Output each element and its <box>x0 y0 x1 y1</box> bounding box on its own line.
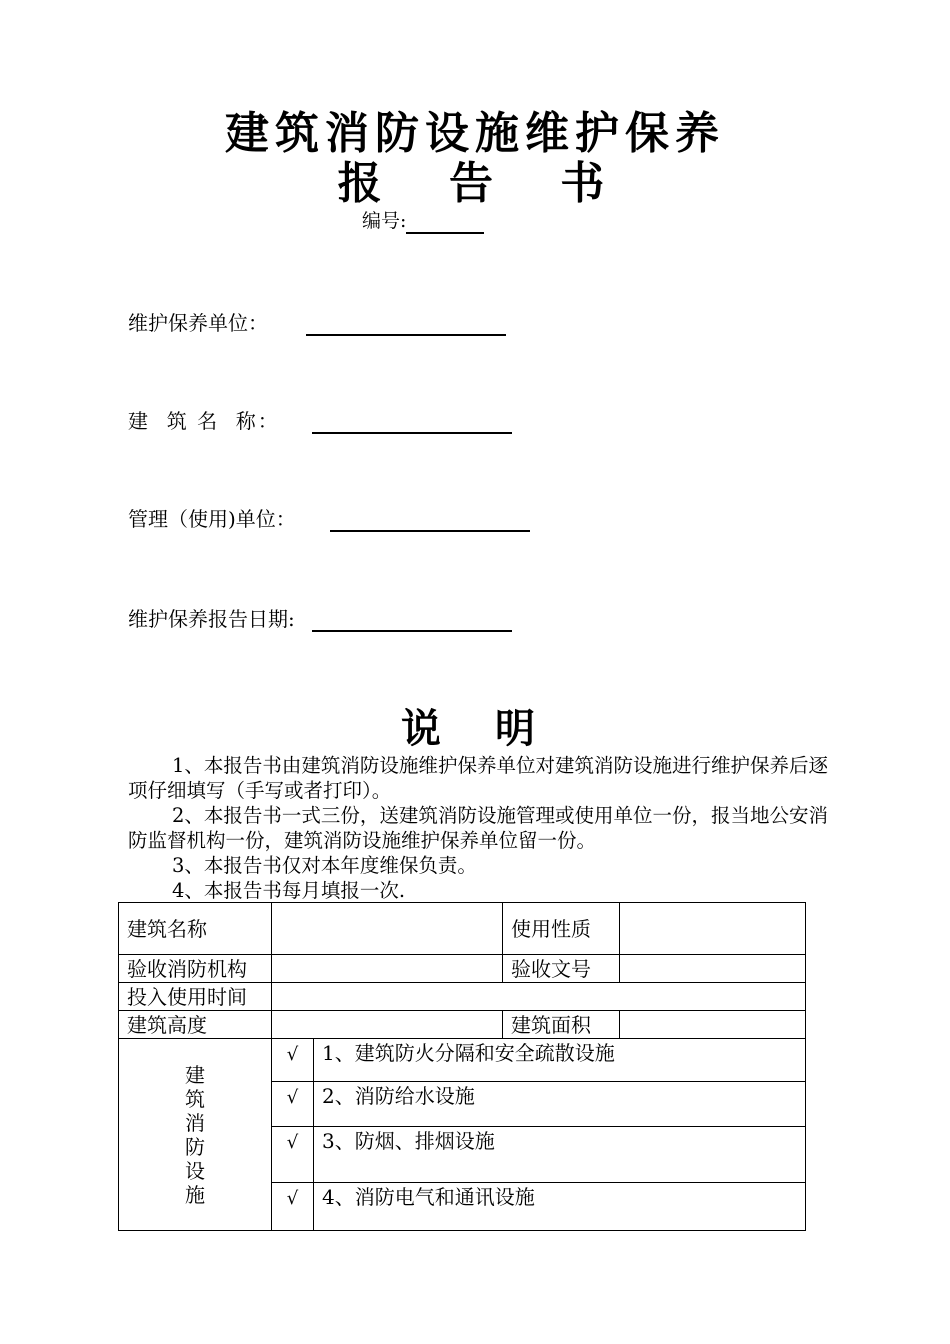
table-row <box>119 1039 806 1082</box>
explanation-item-4: 4、本报告书每月填报一次. <box>172 879 406 902</box>
area-cell[interactable] <box>620 1011 806 1039</box>
explanation-title: 说 明 <box>401 706 555 752</box>
table-row <box>119 983 806 1011</box>
field-maintenance-unit-label: 维护保养单位： <box>128 311 268 335</box>
field-building-name-label: 建 筑 名 称： <box>128 409 280 433</box>
facility-group-char: 建 <box>185 1062 205 1087</box>
field-maintenance-unit-blank[interactable] <box>306 312 506 336</box>
table-row <box>119 1011 806 1039</box>
explanation-item-1: 1、本报告书由建筑消防设施维护保养单位对建筑消防设施进行维护保养后逐项仔细填写（手写或者打印）。 <box>128 754 828 802</box>
facility-group-char: 消 <box>185 1110 205 1135</box>
field-report-date-label: 维护保养报告日期: <box>128 607 295 631</box>
facility-label-4: 4、消防电气和通讯设施 <box>314 1183 806 1231</box>
field-report-date-blank[interactable] <box>312 608 512 632</box>
field-building-name-blank[interactable] <box>312 410 512 434</box>
field-building-name <box>128 408 512 434</box>
facility-group-char: 防 <box>185 1134 205 1159</box>
facility-group-char: 设 <box>185 1158 205 1183</box>
field-management-unit-label: 管理（使用)单位： <box>128 507 296 531</box>
explanation-item-2: 2、本报告书一式三份，送建筑消防设施管理或使用单位一份，报当地公安消防监督机构一份，建筑消防设施维护保养单位留一份。 <box>128 804 828 852</box>
field-maintenance-unit <box>128 310 506 336</box>
usage-cell[interactable] <box>620 903 806 955</box>
field-management-unit <box>128 506 530 532</box>
facility-group-label <box>119 1039 272 1231</box>
explanation-item-3: 3、本报告书仅对本年度维保负责。 <box>172 854 477 877</box>
facility-label-2: 2、消防给水设施 <box>314 1082 806 1127</box>
acceptance-org-cell[interactable] <box>272 955 503 983</box>
building-name-label: 建筑名称 <box>119 903 272 955</box>
table-row <box>119 955 806 983</box>
facility-group-char: 筑 <box>185 1086 205 1111</box>
facility-group-char: 施 <box>185 1182 205 1207</box>
building-info-table <box>118 902 806 1231</box>
in-use-time-cell[interactable] <box>272 983 806 1011</box>
serial-number-label: 编号: <box>362 210 407 232</box>
usage-label: 使用性质 <box>503 903 620 955</box>
facility-label-1: 1、建筑防火分隔和安全疏散设施 <box>314 1039 806 1082</box>
facility-label-3: 3、防烟、排烟设施 <box>314 1127 806 1183</box>
report-title-line2: 报 告 书 <box>337 158 631 209</box>
acceptance-doc-label: 验收文号 <box>503 955 620 983</box>
table-row <box>119 903 806 955</box>
report-title-line1: 建筑消防设施维护保养 <box>225 108 725 159</box>
area-label: 建筑面积 <box>503 1011 620 1039</box>
height-cell[interactable] <box>272 1011 503 1039</box>
in-use-time-label: 投入使用时间 <box>119 983 272 1011</box>
facility-check-2[interactable]: √ <box>272 1082 314 1127</box>
facility-check-4[interactable]: √ <box>272 1183 314 1231</box>
height-label: 建筑高度 <box>119 1011 272 1039</box>
facility-check-3[interactable]: √ <box>272 1127 314 1183</box>
field-management-unit-blank[interactable] <box>330 508 530 532</box>
serial-number <box>362 208 484 234</box>
acceptance-doc-cell[interactable] <box>620 955 806 983</box>
building-name-cell[interactable] <box>272 903 503 955</box>
facility-check-1[interactable]: √ <box>272 1039 314 1082</box>
acceptance-org-label: 验收消防机构 <box>119 955 272 983</box>
serial-number-blank[interactable] <box>406 212 484 234</box>
field-report-date <box>128 606 512 632</box>
